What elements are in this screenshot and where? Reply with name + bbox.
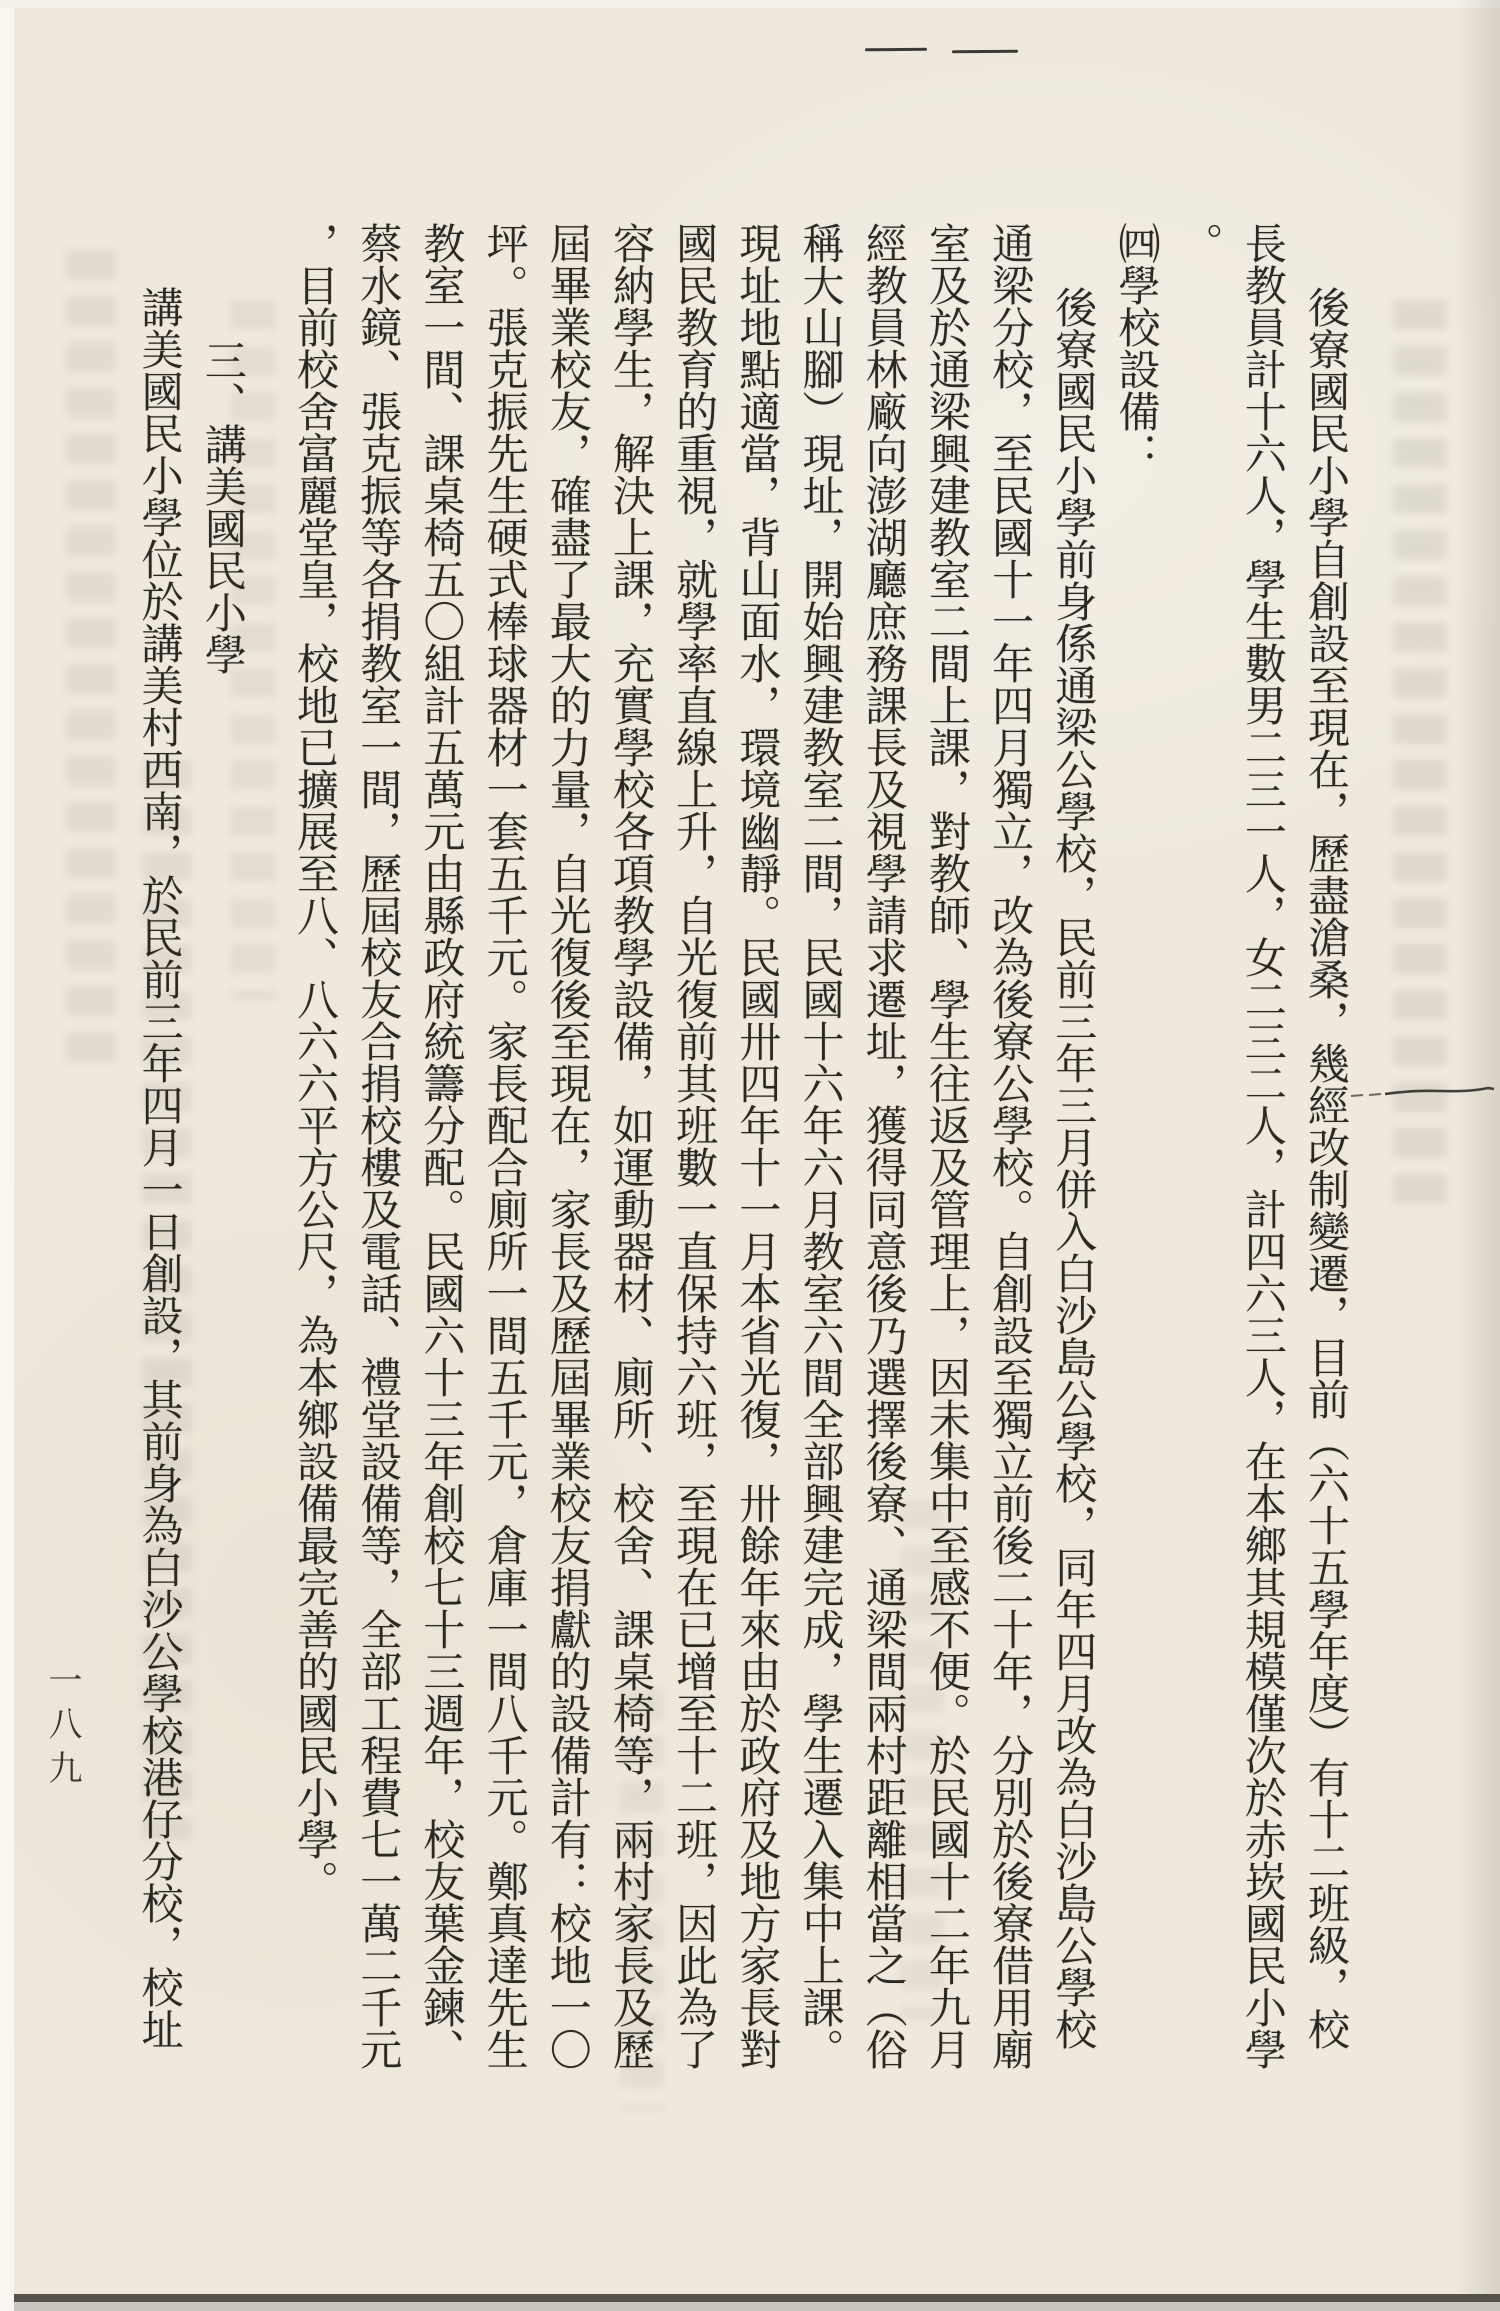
text-column: 經教員林廠向澎湖廳庶務課長及視學請求遷址，獲得同意後乃選擇後寮、通梁間兩村距離相當之（俗 — [859, 222, 909, 2070]
text-column: 蔡水鏡、張克振等各捐教室一間，歷屆校友合捐校樓及電話、禮堂設備等，全部工程費七一萬二千元 — [354, 222, 404, 2070]
text-column: ，目前校舍富麗堂皇，校地已擴展至八、八六六平方公尺，為本鄉設備最完善的國民小學。 — [291, 222, 340, 1902]
section-heading: 三、講美國民小學 — [198, 339, 248, 675]
page-top-edge — [0, 0, 1500, 8]
page-number: 一八九 — [42, 1662, 82, 1794]
text-column: 室及於通梁興建教室二間上課，對教師、學生往返及管理上，因未集中至感不便。於民國十二年九月 — [922, 222, 972, 2070]
text-column: ㈣學校設備： — [1112, 222, 1162, 474]
text-column: 後寮國民小學前身係通梁公學校，民前三年三月併入白沙島公學校，同年四月改為白沙島公學校 — [1049, 286, 1099, 2050]
scan-dash-mark — [952, 50, 1018, 53]
scan-bottom-edge — [14, 2294, 1500, 2311]
text-body — [128, 222, 1358, 2102]
text-column: 長教員計十六人，學生數男二三一人，女二三二人，計四六三人，在本鄉其規模僅次於赤崁國民小學 — [1238, 222, 1288, 2070]
page-left-edge — [0, 0, 14, 2311]
text-column: 稱大山腳）現址，開始興建教室二間，民國十六年六月教室六間全部興建完成，學生遷入集中上課。 — [796, 222, 846, 2070]
text-column: 通梁分校，至民國十一年四月獨立，改為後寮公學校。自創設至獨立前後二十年，分別於後寮借用廟 — [986, 222, 1036, 2070]
text-column: 。 — [1175, 222, 1225, 264]
page-curve-shade — [1454, 0, 1500, 2311]
text-column: 坪。張克振先生硬式棒球器材一套五千元。家長配合廁所一間五千元，倉庫一間八千元。鄭真達先生 — [480, 222, 530, 2070]
text-column: 屆畢業校友，確盡了最大的力量，自光復後至現在，家長及歷屆畢業校友捐獻的設備計有：校地一〇 — [543, 222, 593, 2070]
text-column: 後寮國民小學自創設至現在，歷盡滄桑，幾經改制變遷，目前（六十五學年度）有十二班級，校 — [1302, 286, 1351, 2050]
text-column: 教室一間、課桌椅五〇組計五萬元由縣政府統籌分配。民國六十三年創校七十三週年，校友葉金鍊、 — [417, 222, 467, 2070]
text-column: 容納學生，解決上課，充實學校各項教學設備，如運動器材、廁所、校舍、課桌椅等，兩村家長及歷 — [606, 222, 656, 2070]
text-column: 講美國民小學位於講美村西南，於民前三年四月一日創設，其前身為白沙公學校港仔分校，校址 — [135, 286, 185, 2050]
bleed-through-ghost — [66, 250, 116, 1070]
text-column: 國民教育的重視，就學率直線上升，自光復前其班數一直保持六班，至現在已增至十二班，因此為了 — [670, 222, 720, 2070]
scan-dash-mark — [865, 48, 927, 52]
text-column: 現址地點適當，背山面水，環境幽靜。民國卅四年十一月本省光復，卅餘年來由於政府及地方家長對 — [733, 222, 783, 2070]
